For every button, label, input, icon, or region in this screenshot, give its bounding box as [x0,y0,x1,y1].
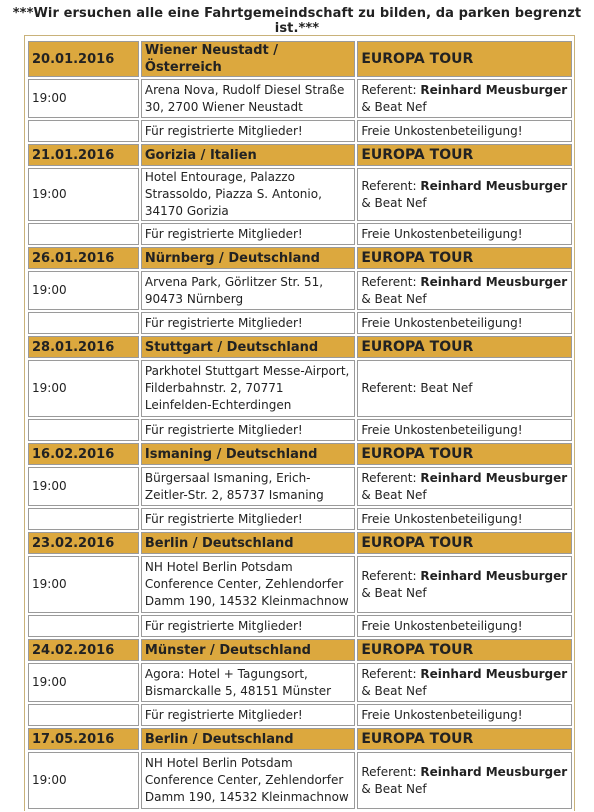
event-tour: EUROPA TOUR [357,41,572,77]
event-date: 21.01.2016 [28,144,139,166]
event-time: 19:00 [28,663,139,702]
event-time: 19:00 [28,271,139,310]
event-info-row [28,168,572,221]
event-tour: EUROPA TOUR [357,532,572,554]
event-info-row [28,360,572,417]
empty-cell [28,508,139,530]
event-fee-note: Freie Unkostenbeteiligung! [357,508,572,530]
empty-cell [28,704,139,726]
event-info-row [28,663,572,702]
speaker-prefix: Referent: [361,764,421,779]
event-tour: EUROPA TOUR [357,639,572,661]
speaker-prefix: Referent: Beat Nef [361,381,473,395]
event-venue: Arvena Park, Görlitzer Str. 51, 90473 Nürnberg [141,271,355,310]
event-city: Berlin / Deutschland [141,532,355,554]
event-access-note: Für registrierte Mitglieder! [141,704,355,726]
event-info-row [28,752,572,809]
event-footer-row [28,615,572,637]
empty-cell [28,312,139,334]
event-fee-note: Freie Unkostenbeteiligung! [357,704,572,726]
event-header-row [28,728,572,750]
event-access-note: Für registrierte Mitglieder! [141,120,355,142]
speaker-prefix: Referent: [361,568,421,583]
event-speakers [357,168,572,221]
speaker-prefix: Referent: [361,274,421,289]
event-footer-row [28,508,572,530]
speaker-suffix: & Beat Nef [361,585,427,600]
event-footer-row [28,419,572,441]
event-venue: Arena Nova, Rudolf Diesel Straße 30, 2700 Wiener Neustadt [141,79,355,118]
event-footer-row [28,312,572,334]
event-header-row [28,532,572,554]
event-header-row [28,336,572,358]
event-access-note: Für registrierte Mitglieder! [141,312,355,334]
event-speakers [357,663,572,702]
event-city: Berlin / Deutschland [141,728,355,750]
event-header-row [28,144,572,166]
event-tour: EUROPA TOUR [357,443,572,465]
event-venue: Parkhotel Stuttgart Messe-Airport, Filderbahnstr. 2, 70771 Leinfelden-Echterdingen [141,360,355,417]
event-date: 23.02.2016 [28,532,139,554]
event-fee-note: Freie Unkostenbeteiligung! [357,120,572,142]
events-table [26,39,574,811]
event-tour: EUROPA TOUR [357,336,572,358]
event-time: 19:00 [28,467,139,506]
speaker-prefix: Referent: [361,178,421,193]
event-date: 17.05.2016 [28,728,139,750]
speaker-name: Reinhard Meusburger [420,274,568,289]
event-info-row [28,467,572,506]
event-speakers [357,467,572,506]
event-tour: EUROPA TOUR [357,728,572,750]
event-city: Münster / Deutschland [141,639,355,661]
event-time: 19:00 [28,79,139,118]
event-header-row [28,41,572,77]
speaker-name: Reinhard Meusburger [420,82,568,97]
event-venue: NH Hotel Berlin Potsdam Conference Center, Zehlendorfer Damm 190, 14532 Kleinmachnow [141,752,355,809]
event-footer-row [28,704,572,726]
speaker-suffix: & Beat Nef [361,487,427,502]
parking-notice: ***Wir ersuchen alle eine Fahrtgemeindschaft zu bilden, da parken begrenzt ist.*** [12,6,582,36]
event-date: 16.02.2016 [28,443,139,465]
event-fee-note: Freie Unkostenbeteiligung! [357,419,572,441]
event-time: 19:00 [28,168,139,221]
empty-cell [28,419,139,441]
event-info-row [28,79,572,118]
empty-cell [28,120,139,142]
events-table-container [24,35,575,811]
event-header-row [28,443,572,465]
event-venue: Bürgersaal Ismaning, Erich-Zeitler-Str. 2, 85737 Ismaning [141,467,355,506]
event-date: 20.01.2016 [28,41,139,77]
event-speakers [357,271,572,310]
speaker-suffix: & Beat Nef [361,781,427,796]
speaker-suffix: & Beat Nef [361,99,427,114]
speaker-name: Reinhard Meusburger [420,178,568,193]
event-venue: Agora: Hotel + Tagungsort, Bismarckalle 5, 48151 Münster [141,663,355,702]
speaker-suffix: & Beat Nef [361,195,427,210]
event-access-note: Für registrierte Mitglieder! [141,615,355,637]
event-access-note: Für registrierte Mitglieder! [141,223,355,245]
event-time: 19:00 [28,752,139,809]
event-time: 19:00 [28,360,139,417]
event-info-row [28,556,572,613]
event-date: 26.01.2016 [28,247,139,269]
event-venue: NH Hotel Berlin Potsdam Conference Center, Zehlendorfer Damm 190, 14532 Kleinmachnow [141,556,355,613]
speaker-name: Reinhard Meusburger [420,470,568,485]
speaker-name: Reinhard Meusburger [420,666,568,681]
event-city: Stuttgart / Deutschland [141,336,355,358]
event-header-row [28,639,572,661]
event-info-row [28,271,572,310]
speaker-suffix: & Beat Nef [361,683,427,698]
event-date: 28.01.2016 [28,336,139,358]
empty-cell [28,223,139,245]
event-speakers [357,360,572,417]
event-access-note: Für registrierte Mitglieder! [141,508,355,530]
event-fee-note: Freie Unkostenbeteiligung! [357,615,572,637]
speaker-prefix: Referent: [361,82,421,97]
speaker-prefix: Referent: [361,470,421,485]
event-access-note: Für registrierte Mitglieder! [141,419,355,441]
speaker-suffix: & Beat Nef [361,291,427,306]
speaker-name: Reinhard Meusburger [420,764,568,779]
speaker-name: Reinhard Meusburger [420,568,568,583]
event-time: 19:00 [28,556,139,613]
event-city: Wiener Neustadt / Österreich [141,41,355,77]
event-tour: EUROPA TOUR [357,144,572,166]
empty-cell [28,615,139,637]
event-fee-note: Freie Unkostenbeteiligung! [357,223,572,245]
event-speakers [357,752,572,809]
event-speakers [357,556,572,613]
event-date: 24.02.2016 [28,639,139,661]
event-footer-row [28,223,572,245]
event-header-row [28,247,572,269]
event-tour: EUROPA TOUR [357,247,572,269]
event-city: Nürnberg / Deutschland [141,247,355,269]
event-speakers [357,79,572,118]
event-footer-row [28,120,572,142]
event-venue: Hotel Entourage, Palazzo Strassoldo, Piazza S. Antonio, 34170 Gorizia [141,168,355,221]
event-city: Gorizia / Italien [141,144,355,166]
event-fee-note: Freie Unkostenbeteiligung! [357,312,572,334]
event-city: Ismaning / Deutschland [141,443,355,465]
speaker-prefix: Referent: [361,666,421,681]
